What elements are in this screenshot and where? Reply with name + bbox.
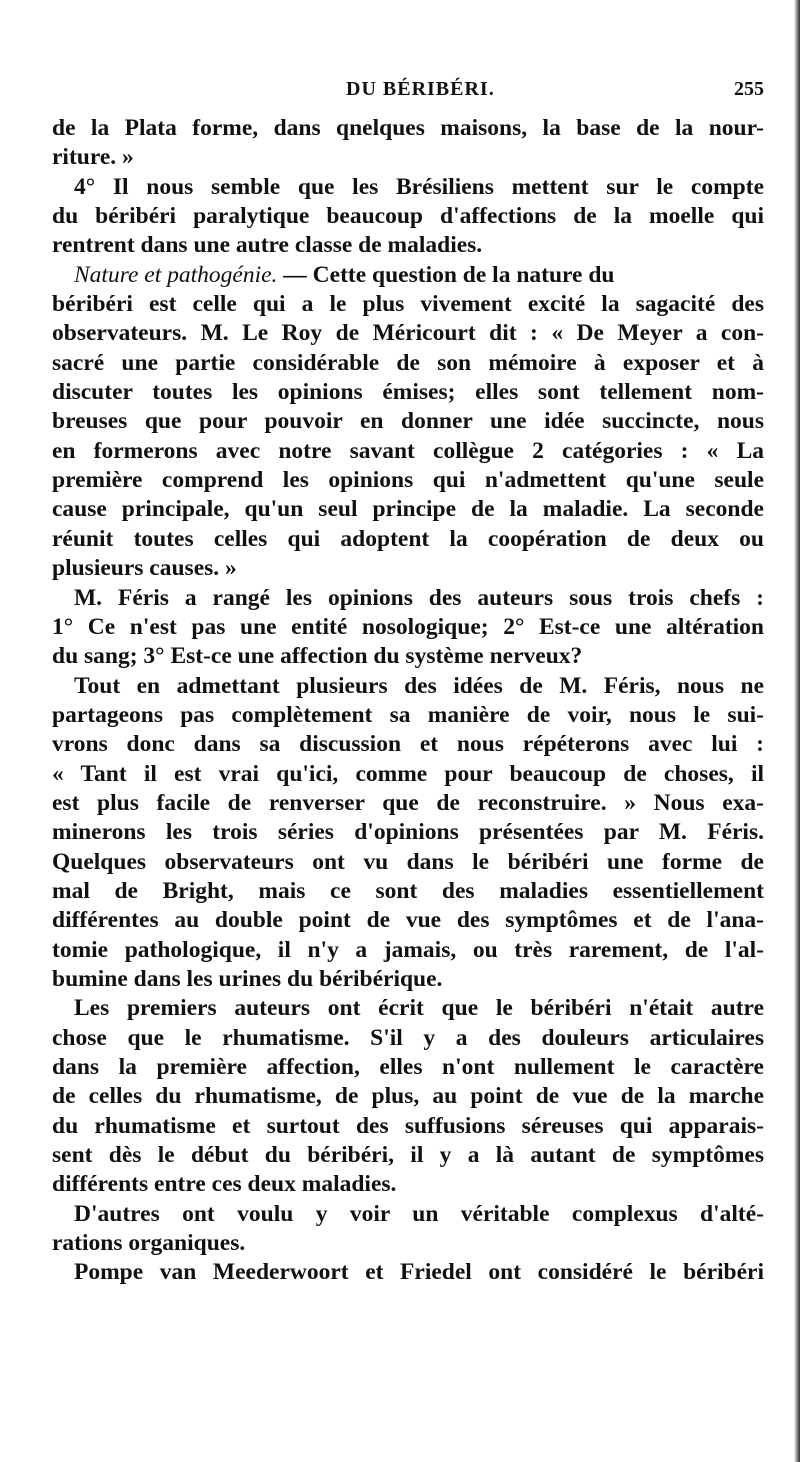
text-line-section <box>52 261 764 290</box>
page-header <box>0 78 800 112</box>
text-line: discuter toutes les opinions émises; elles sont tellement nom- <box>52 379 764 406</box>
text-line: de la Plata forme, dans qnelques maisons, la base de la nour- <box>52 115 764 141</box>
text-line: chose que le rhumatisme. S'il y a des douleurs articulaires <box>52 1024 764 1051</box>
text-line: première comprend les opinions qui n'admettent qu'une seule <box>52 467 764 494</box>
text-line: cause principale, qu'un seul principe de la maladie. La seconde <box>52 496 764 523</box>
text-line: vrons donc dans sa discussion et nous répéterons avec lui : <box>52 731 764 758</box>
text-line: de celles du rhumatisme, de plus, au point de vue de la marche <box>52 1083 764 1110</box>
text-line: 4° Il nous semble que les Brésiliens mettent sur le compte <box>74 173 764 200</box>
page-number: 255 <box>734 78 764 100</box>
text-line: 1° Ce n'est pas une entité nosologique; 2° Est-ce une altération <box>52 613 764 640</box>
text-line: minerons les trois séries d'opinions présentées par M. Féris. <box>52 819 764 846</box>
text-line: différentes au double point de vue des symptômes et de l'ana- <box>52 907 764 934</box>
text-line: breuses que pour pouvoir en donner une idée succincte, nous <box>52 408 764 435</box>
text-line: Les premiers auteurs ont écrit que le béribéri n'était autre <box>74 995 764 1022</box>
text-line: sent dès le début du béribéri, il y a là autant de symptômes <box>52 1142 764 1169</box>
running-title: DU BÉRIBÉRI. <box>346 78 495 100</box>
page-edge-shadow <box>794 0 800 1462</box>
text-line: mal de Bright, mais ce sont des maladies essentiellement <box>52 877 764 904</box>
text-line: rentrent dans une autre classe de maladies. <box>52 232 483 259</box>
text-line: riture. » <box>52 144 134 171</box>
text-line: béribéri est celle qui a le plus vivement excité la sagacité des <box>52 291 764 318</box>
text-line: du rhumatisme et surtout des suffusions séreuses qui apparais- <box>52 1112 764 1139</box>
text-line: plusieurs causes. » <box>52 555 237 582</box>
text-line: dans la première affection, elles n'ont nullement le caractère <box>52 1054 764 1080</box>
text-line: du béribéri paralytique beaucoup d'affections de la moelle qui <box>52 203 764 230</box>
text-line: en formerons avec notre savant collègue 2 catégories : « La <box>52 437 764 464</box>
text-line: M. Féris a rangé les opinions des auteurs sous trois chefs : <box>74 584 764 611</box>
text-line: sacré une partie considérable de son mémoire à exposer et à <box>52 349 764 376</box>
text-line: réunit toutes celles qui adoptent la coopération de deux ou <box>52 525 764 552</box>
text-line: bumine dans les urines du béribérique. <box>52 965 443 992</box>
text-line: est plus facile de renverser que de reconstruire. » Nous exa- <box>52 789 764 816</box>
body-text <box>52 114 764 1288</box>
section-lead: — Cette question de la nature du <box>277 261 615 288</box>
text-line: Tout en admettant plusieurs des idées de M. Féris, nous ne <box>74 672 764 699</box>
text-line: partageons pas complètement sa manière de voir, nous le sui- <box>52 701 764 728</box>
text-line: Pompe van Meederwoort et Friedel ont considéré le béribéri <box>74 1259 764 1286</box>
text-line: « Tant il est vrai qu'ici, comme pour beaucoup de choses, il <box>52 760 764 787</box>
text-line: rations organiques. <box>52 1230 246 1257</box>
text-line: tomie pathologique, il n'y a jamais, ou très rarement, de l'al- <box>52 936 764 963</box>
text-line: du sang; 3° Est-ce une affection du système nerveux? <box>52 643 583 670</box>
text-line: Quelques observateurs ont vu dans le béribéri une forme de <box>52 848 764 875</box>
text-line: observateurs. M. Le Roy de Méricourt dit : « De Meyer a con- <box>52 320 764 347</box>
section-heading: Nature et pathogénie. <box>74 261 278 288</box>
text-line: différents entre ces deux maladies. <box>52 1171 397 1198</box>
text-line: D'autres ont voulu y voir un véritable complexus d'alté- <box>74 1200 764 1227</box>
